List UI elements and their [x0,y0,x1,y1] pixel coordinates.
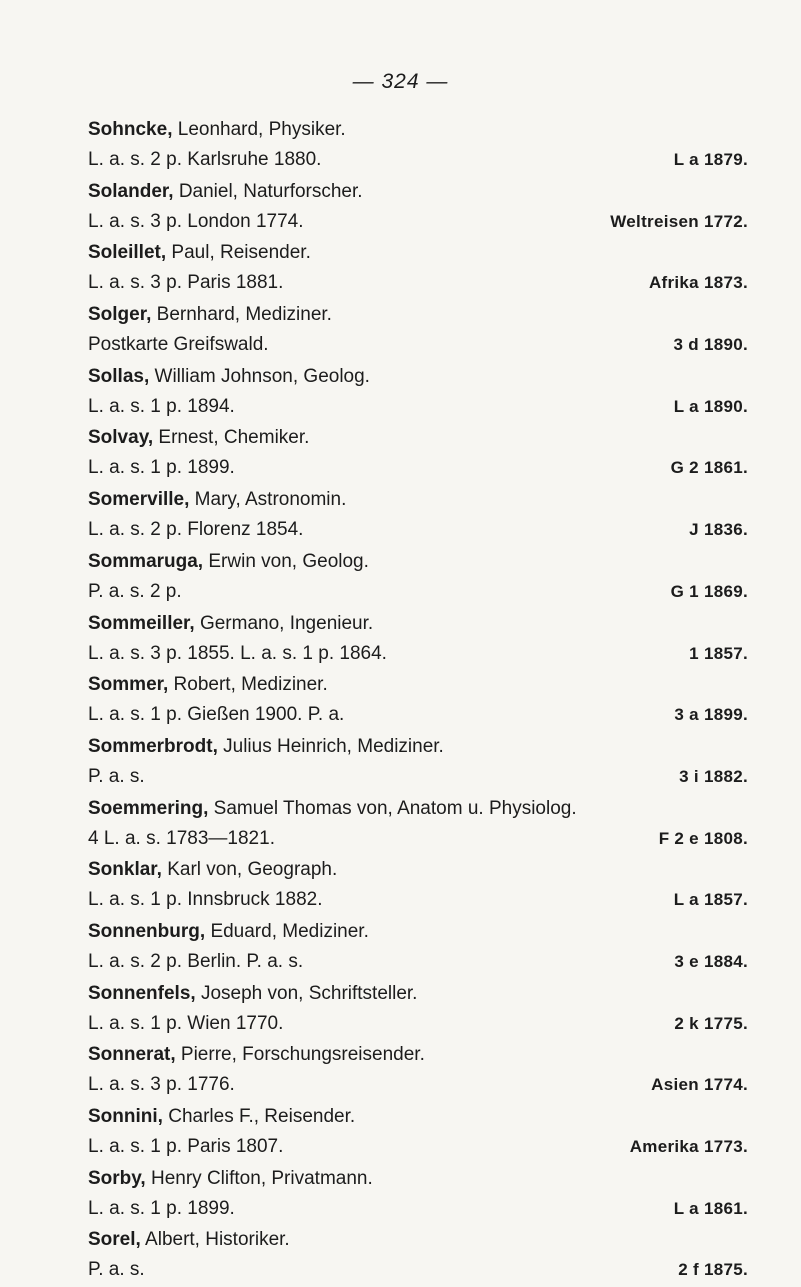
entry-reference: L. a. s. 3 p. 1776. [88,1074,235,1096]
entry-description: Eduard, Mediziner. [210,920,369,942]
entry-name: Sommerbrodt, [88,735,218,757]
entry-heading [88,794,577,824]
entry-detail [88,947,748,977]
entry-classification: Weltreisen 1772. [610,211,748,231]
entry-reference: L. a. s. 2 p. Florenz 1854. [88,519,304,541]
entry-heading [88,238,311,268]
entry-classification: J 1836. [689,520,748,540]
entry-classification: 3 i 1882. [679,766,748,786]
entry-description: Albert, Historiker. [145,1229,290,1251]
entry-classification: L a 1861. [673,1198,748,1218]
entry-classification: L a 1879. [673,150,748,169]
entry [88,485,748,547]
entry-reference: L. a. s. 3 p. 1855. L. a. s. 1 p. 1864. [88,642,387,664]
entry-heading [88,1164,373,1194]
entry-name: Sonnini, [88,1106,163,1127]
entry [88,917,748,979]
entry-heading [88,177,363,207]
entry-heading [88,115,346,145]
entry-name: Sonnerat, [88,1044,176,1066]
entry-description: William Johnson, Geolog. [154,365,370,387]
entry-classification: 1 1857. [689,643,748,663]
entry-heading [88,917,369,947]
entry-heading [88,732,444,762]
entry-reference: L. a. s. 3 p. Paris 1881. [88,272,284,294]
entry-detail [88,824,748,854]
entry-description: Paul, Reisender. [171,242,311,264]
entry-description: Mary, Astronomin. [194,489,347,511]
entry-reference: Postkarte Greifswald. [88,334,269,356]
entry-classification: F 2 e 1808. [658,828,748,848]
entry-name: Solger, [88,304,152,326]
entry [88,855,748,917]
entry-name: Soleillet, [88,242,167,264]
entry [88,609,748,671]
entry-description: Karl von, Geograph. [167,859,338,881]
entry-reference: P. a. s. [88,1259,145,1281]
entry-reference: L. a. s. 1 p. Paris 1807. [88,1136,284,1157]
entry-detail [88,1070,748,1100]
entry [88,115,748,177]
entry-reference: L. a. s. 1 p. 1899. [88,1197,235,1219]
entry-description: Ernest, Chemiker. [158,427,310,449]
entry-heading [88,855,337,885]
entry-name: Sonklar, [88,859,162,881]
entry-reference: 4 L. a. s. 1783—1821. [88,827,275,849]
entry-classification: 2 k 1775. [674,1013,748,1033]
entry-heading [88,547,369,577]
page-number: — 324 — [352,70,449,93]
entry-heading [88,1102,355,1132]
entry-reference: L. a. s. 1 p. Wien 1770. [88,1012,284,1034]
entry-name: Somerville, [88,489,190,511]
entry-name: Sommer, [88,674,169,696]
entry [88,238,748,300]
entry-heading [88,670,328,700]
entry-detail [88,577,748,607]
entry [88,979,748,1041]
entry-name: Solander, [88,180,174,202]
entry-detail [88,515,748,545]
entry-name: Sommeiller, [88,612,195,634]
entry-name: Sonnenfels, [88,982,196,1004]
entry-reference: P. a. s. [88,765,145,787]
entry-detail [88,1009,748,1039]
entry-name: Sohncke, [88,119,173,140]
entry-detail [88,392,748,422]
entry-name: Sorby, [88,1167,146,1189]
entry-classification: L a 1857. [673,890,748,910]
entry-classification: 3 d 1890. [673,335,748,355]
entry-detail [88,885,748,915]
entry-description: Pierre, Forschungsreisender. [180,1044,425,1066]
entry-detail [88,1255,748,1285]
entry-name: Sommaruga, [88,550,204,572]
entry-detail [88,268,748,298]
entry-reference: L. a. s. 1 p. Gießen 1900. P. a. [88,704,345,726]
entry [88,362,748,424]
entry [88,670,748,732]
entry-heading [88,1225,290,1255]
entry [88,177,748,239]
entry-reference: L. a. s. 1 p. 1894. [88,395,235,417]
entry-reference: L. a. s. 1 p. Innsbruck 1882. [88,889,323,911]
entry-classification: L a 1890. [673,396,748,416]
entry-name: Soemmering, [88,797,209,819]
entry-description: Henry Clifton, Privatmann. [151,1167,373,1189]
entry-classification: G 1 1869. [670,581,748,601]
entry-detail [88,1132,748,1162]
entry-heading [88,300,332,330]
entry-description: Bernhard, Mediziner. [156,304,332,326]
entry-description: Germano, Ingenieur. [199,612,374,634]
entry-description: Robert, Mediziner. [173,674,328,696]
entry [88,1102,748,1164]
entry-heading [88,362,370,392]
entry-description: Daniel, Naturforscher. [178,180,363,202]
entry-detail [88,762,748,792]
entry [88,732,748,794]
entry-detail [88,1194,748,1224]
entry [88,1164,748,1226]
entry-reference: L. a. s. 1 p. 1899. [88,457,235,479]
entry [88,547,748,609]
entry-reference: L. a. s. 2 p. Karlsruhe 1880. [88,149,322,170]
entry-heading [88,485,346,515]
entry-heading [88,423,309,453]
entry-description: Joseph von, Schriftsteller. [200,982,418,1004]
entry-name: Solvay, [88,427,154,449]
entry-heading [88,979,417,1009]
entry [88,1040,748,1102]
entry-detail [88,700,748,730]
entry-detail [88,145,748,175]
entry [88,1225,748,1287]
entry-name: Sollas, [88,365,150,387]
entry-list [88,115,748,1287]
entry [88,794,748,856]
entry-classification: G 2 1861. [670,458,748,478]
entry-description: Samuel Thomas von, Anatom u. Physiolog. [213,797,577,819]
entry-classification: 3 e 1884. [674,951,748,971]
entry-description: Julius Heinrich, Mediziner. [223,735,444,757]
entry-heading [88,609,373,639]
entry-classification: Asien 1774. [651,1075,748,1095]
entry-description: Charles F., Reisender. [168,1106,356,1127]
entry-reference: L. a. s. 3 p. London 1774. [88,210,304,232]
entry-name: Sorel, [88,1229,141,1251]
entry [88,300,748,362]
entry-description: Leonhard, Physiker. [177,119,346,140]
entry-classification: 2 f 1875. [678,1260,748,1280]
entry-name: Sonnenburg, [88,920,206,942]
entry-description: Erwin von, Geolog. [208,550,369,572]
entry-detail [88,453,748,483]
entry-detail [88,207,748,237]
entry-classification: Amerika 1773. [629,1137,748,1156]
entry-reference: P. a. s. 2 p. [88,580,182,602]
entry-classification: Afrika 1873. [648,273,748,293]
entry-detail [88,330,748,360]
entry-detail [88,639,748,669]
entry-reference: L. a. s. 2 p. Berlin. P. a. s. [88,950,304,972]
entry-heading [88,1040,425,1070]
entry [88,423,748,485]
entry-classification: 3 a 1899. [674,705,748,725]
